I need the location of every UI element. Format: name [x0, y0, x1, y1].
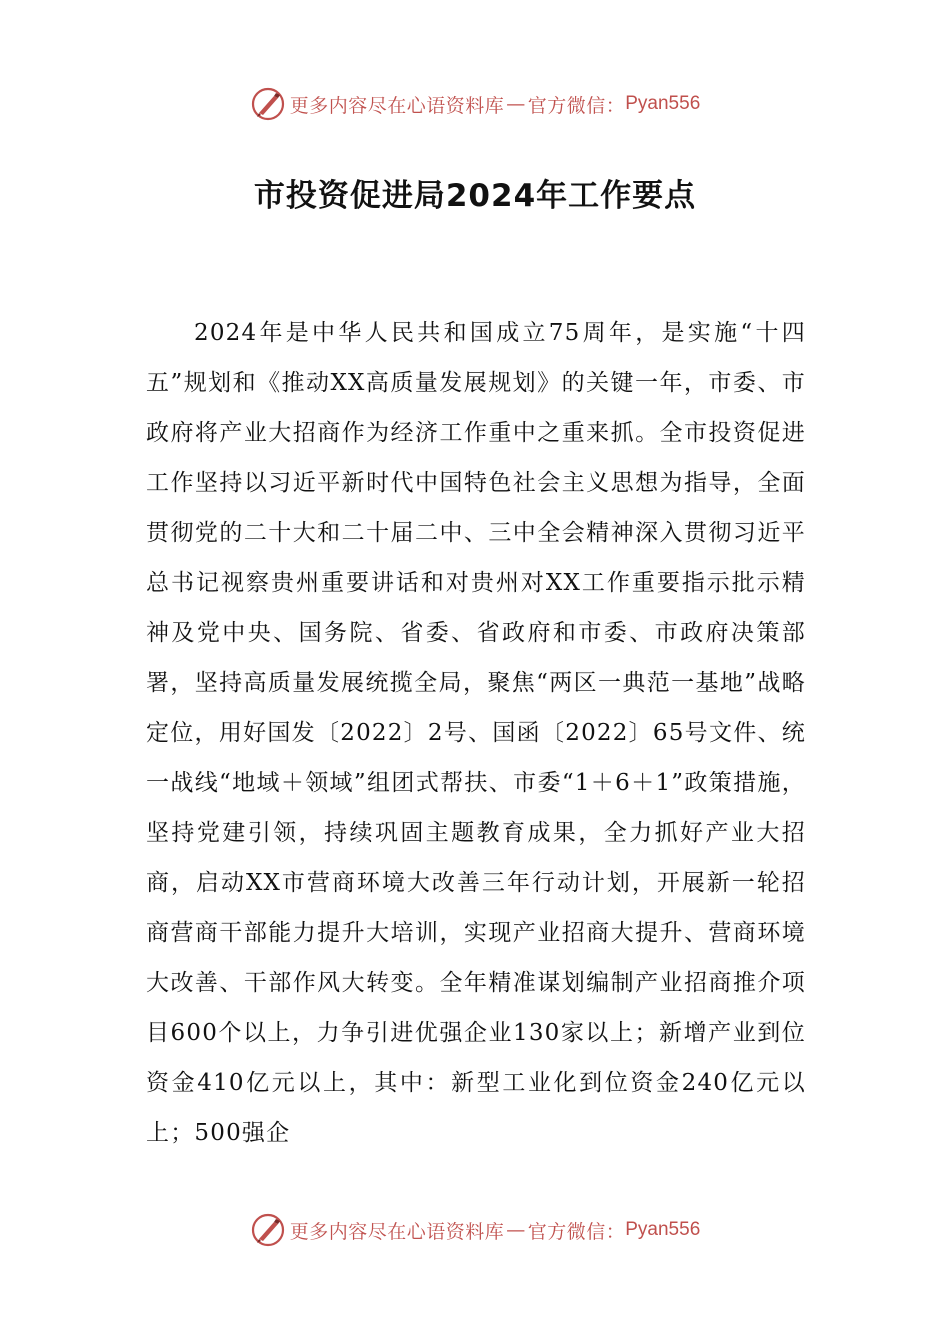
watermark-suffix: 官方微信： — [527, 94, 626, 117]
watermark-text: 更多内容尽在心语资料库 — [289, 94, 505, 117]
pen-logo-icon — [250, 86, 286, 122]
watermark-suffix: 官方微信： — [527, 1220, 626, 1243]
body-paragraph: 2024年是中华人民共和国成立75周年，是实施“十四五”规划和《推动XX高质量发展规划》的关键一年，市委、市政府将产业大招商作为经济工作重中之重来抓。全市投资促进工作坚持以习近平新时代中国特色社会主义思想为指导，全面贯彻党的二十大和二十届二中、三中全会精神深入贯彻习近平总书记视察贵州重要讲话和对贵州对XX工作重要指示批示精神及党中央、国务院、省委、省政府和市委、市政府决策部署，坚持高质量发展统揽全局，聚焦“两区一典范一基地”战略定位，用好国发〔2022〕2号、国函〔2022〕65号文件、统一战线“地域＋领域”组团式帮扶、市委“1＋6＋1”政策措施，坚持党建引领，持续巩固主题教育成果，全力抓好产业大招商，启动XX市营商环境大改善三年行动计划，开展新一轮招商营商干部能力提升大培训，实现产业招商大提升、营商环境大改善、干部作风大转变。全年精准谋划编制产业招商推介项目600个以上，力争引进优强企业130家以上；新增产业到位资金410亿元以上，其中：新型工业化到位资金240亿元以上；500强企 — [146, 320, 806, 1146]
watermark-wechat-id: Pyan556 — [625, 93, 701, 114]
watermark-separator: — — [506, 1219, 526, 1241]
pen-logo-icon — [250, 1212, 286, 1248]
watermark-header — [0, 84, 950, 124]
watermark-separator: — — [506, 93, 526, 115]
document-title: 市投资促进局2024年工作要点 — [253, 178, 697, 214]
watermark-wechat-id: Pyan556 — [625, 1219, 701, 1240]
watermark-footer — [0, 1210, 950, 1250]
watermark-text: 更多内容尽在心语资料库 — [289, 1220, 505, 1243]
